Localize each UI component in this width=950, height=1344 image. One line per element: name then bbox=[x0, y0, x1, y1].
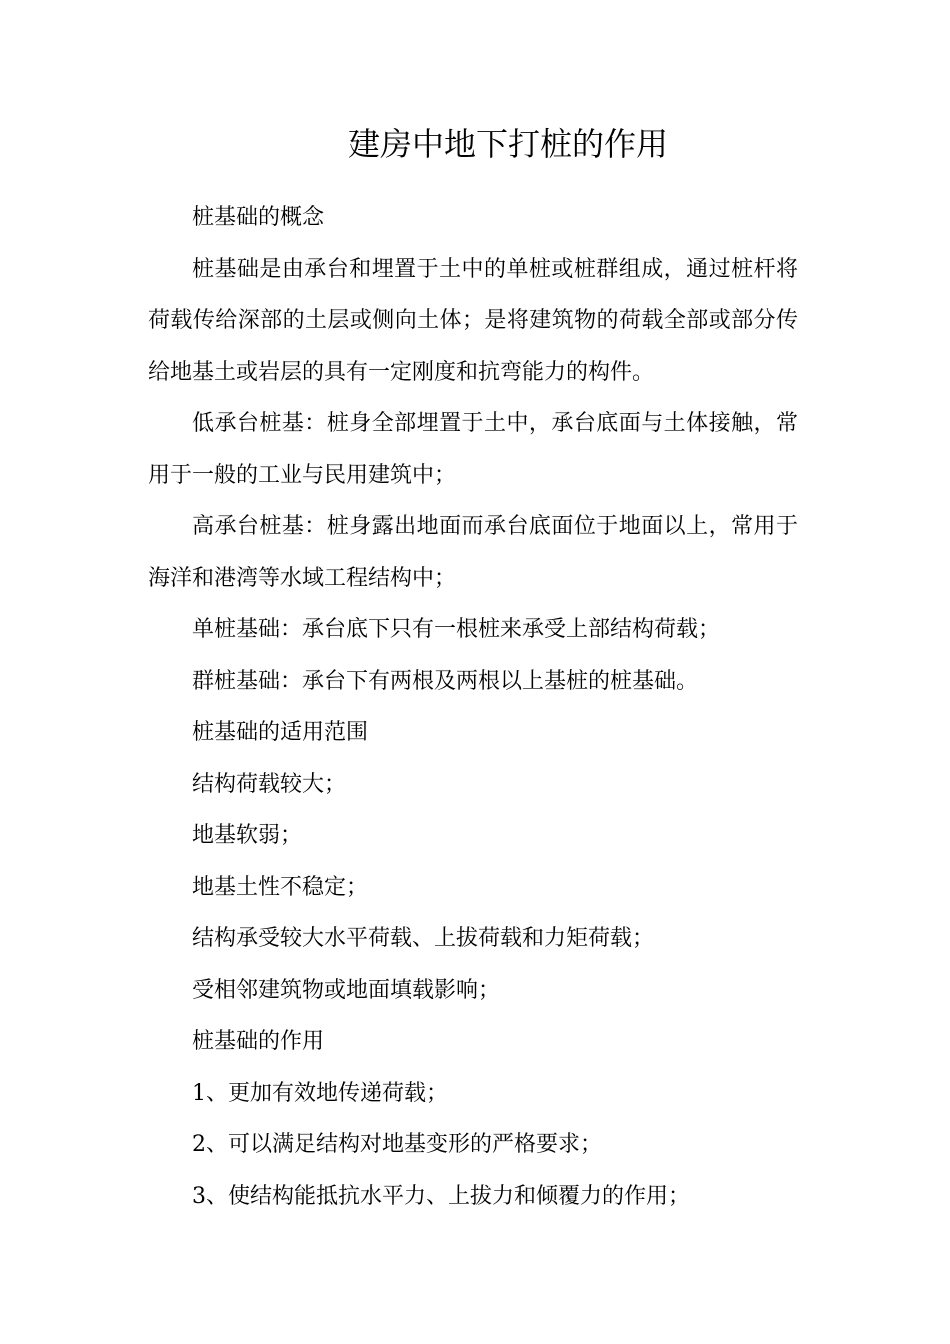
paragraph: 地基软弱； bbox=[192, 823, 303, 848]
paragraph: 桩基础的概念 bbox=[192, 205, 325, 230]
paragraph: 结构承受较大水平荷载、上拔荷载和力矩荷载； bbox=[192, 926, 655, 951]
paragraph: 2、可以满足结构对地基变形的严格要求； bbox=[192, 1132, 602, 1157]
paragraph: 受相邻建筑物或地面填载影响； bbox=[192, 977, 501, 1003]
paragraph: 桩基础的作用 bbox=[192, 1029, 325, 1054]
paragraph: 地基土性不稳定； bbox=[192, 874, 369, 900]
paragraph: 低承台桩基：桩身全部埋置于土中，承台底面与土体接触，常用于一般的工业与民用建筑中； bbox=[148, 411, 798, 488]
document-title: 建房中地下打桩的作用 bbox=[347, 125, 668, 163]
paragraph: 单桩基础：承台底下只有一根桩来承受上部结构荷载； bbox=[192, 617, 721, 642]
paragraph: 桩基础的适用范围 bbox=[192, 720, 369, 745]
document-body bbox=[148, 192, 798, 1222]
paragraph: 3、使结构能抵抗水平力、上拔力和倾覆力的作用； bbox=[192, 1183, 690, 1209]
paragraph: 结构荷载较大； bbox=[192, 771, 347, 797]
paragraph: 高承台桩基：桩身露出地面而承台底面位于地面以上，常用于海洋和港湾等水域工程结构中； bbox=[148, 514, 798, 591]
paragraph: 1、更加有效地传递荷载； bbox=[192, 1080, 448, 1106]
paragraph: 桩基础是由承台和埋置于土中的单桩或桩群组成，通过桩杆将荷载传给深部的土层或侧向土体；是将建筑物的荷载全部或部分传给地基土或岩层的具有一定刚度和抗弯能力的构件。 bbox=[148, 256, 798, 385]
paragraph: 群桩基础：承台下有两根及两根以上基桩的桩基础。 bbox=[192, 668, 699, 694]
